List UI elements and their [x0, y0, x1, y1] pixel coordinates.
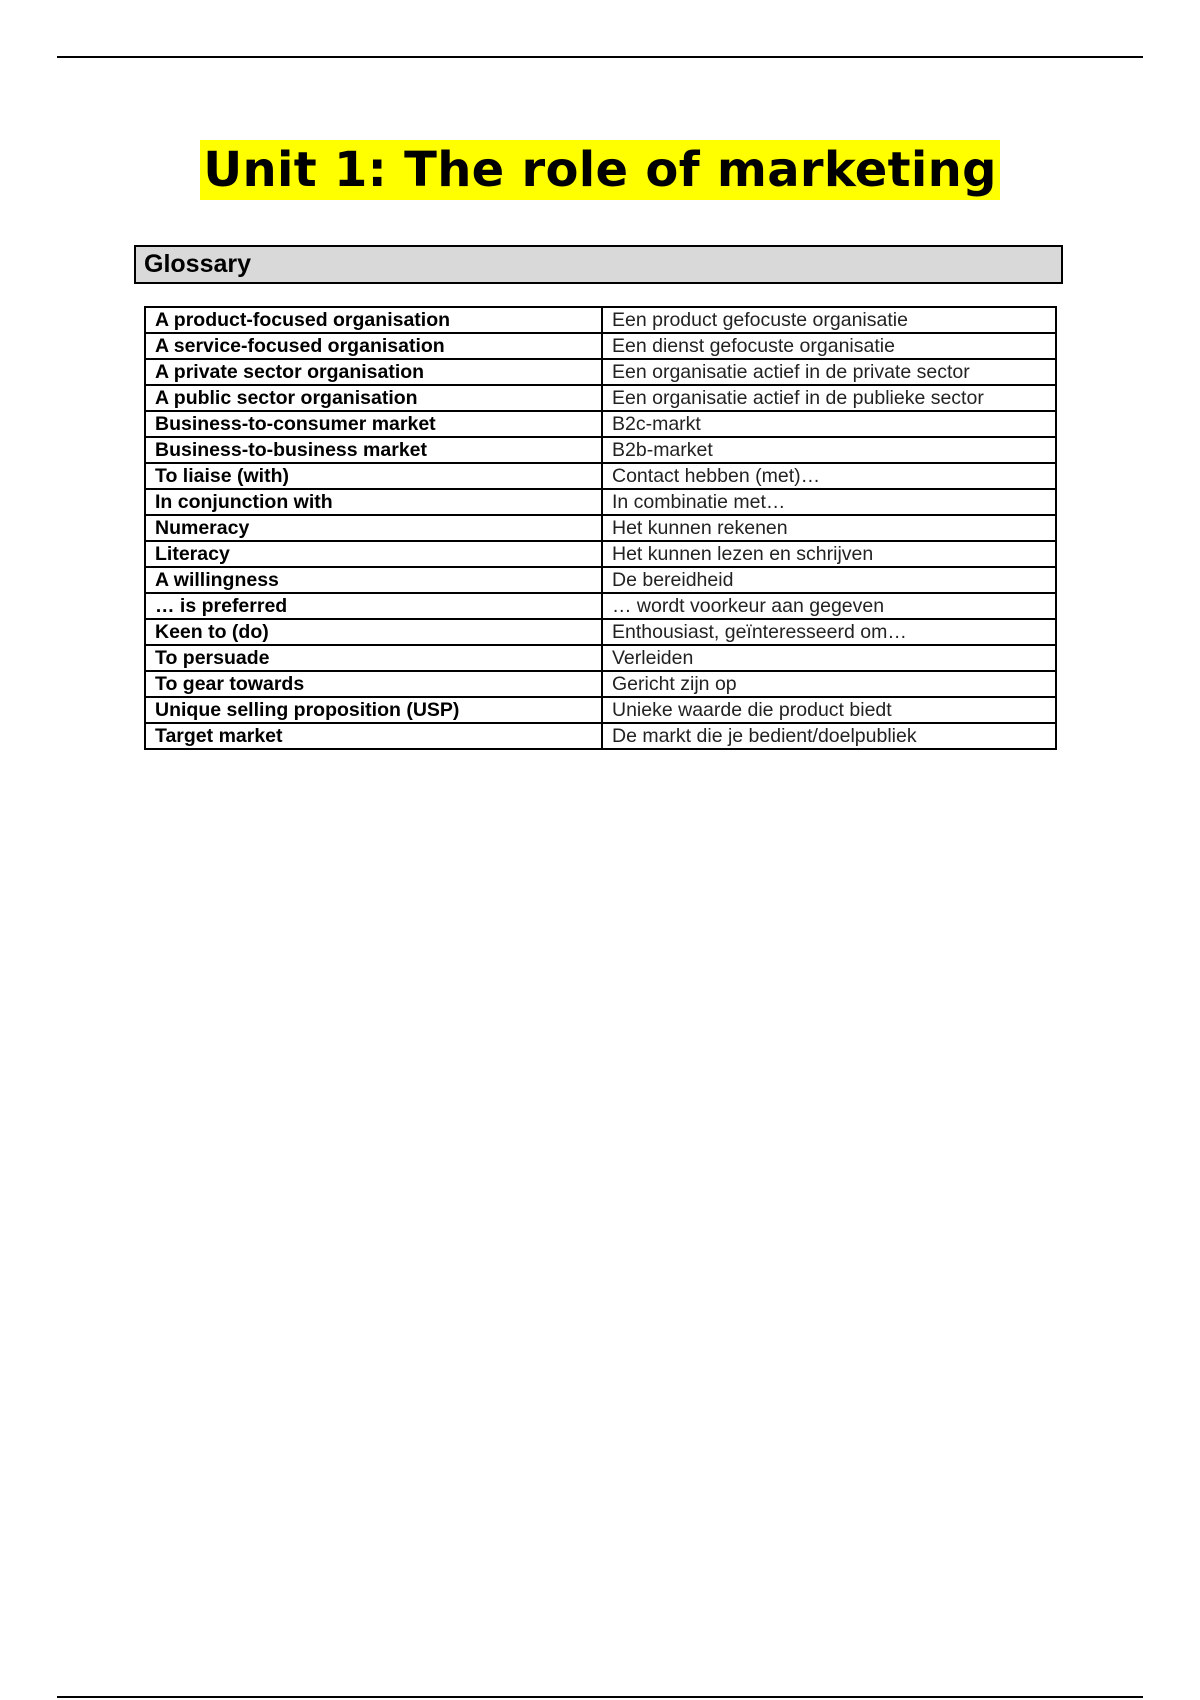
glossary-row	[145, 489, 1056, 515]
glossary-translation: Een organisatie actief in de publieke sector	[602, 385, 1056, 411]
glossary-term: To gear towards	[145, 671, 602, 697]
glossary-row	[145, 515, 1056, 541]
glossary-translation: Contact hebben (met)…	[602, 463, 1056, 489]
glossary-translation: Enthousiast, geïnteresseerd om…	[602, 619, 1056, 645]
glossary-translation: B2c-markt	[602, 411, 1056, 437]
glossary-term: In conjunction with	[145, 489, 602, 515]
glossary-translation: De markt die je bedient/doelpubliek	[602, 723, 1056, 749]
glossary-heading: Glossary	[134, 245, 1063, 284]
title-container	[0, 140, 1200, 200]
glossary-row	[145, 723, 1056, 749]
glossary-row	[145, 359, 1056, 385]
glossary-term: Keen to (do)	[145, 619, 602, 645]
glossary-row	[145, 697, 1056, 723]
glossary-term: A public sector organisation	[145, 385, 602, 411]
glossary-translation: Verleiden	[602, 645, 1056, 671]
glossary-term: Business-to-consumer market	[145, 411, 602, 437]
glossary-row	[145, 619, 1056, 645]
glossary-table-body	[145, 307, 1056, 749]
glossary-row	[145, 645, 1056, 671]
glossary-term: A willingness	[145, 567, 602, 593]
glossary-translation: Een dienst gefocuste organisatie	[602, 333, 1056, 359]
glossary-term: To persuade	[145, 645, 602, 671]
glossary-translation: In combinatie met…	[602, 489, 1056, 515]
glossary-translation: Gericht zijn op	[602, 671, 1056, 697]
glossary-row	[145, 567, 1056, 593]
glossary-term: Target market	[145, 723, 602, 749]
glossary-term: Unique selling proposition (USP)	[145, 697, 602, 723]
glossary-term: Literacy	[145, 541, 602, 567]
glossary-row	[145, 671, 1056, 697]
glossary-row	[145, 333, 1056, 359]
glossary-table	[144, 306, 1057, 750]
glossary-row	[145, 541, 1056, 567]
glossary-term: A service-focused organisation	[145, 333, 602, 359]
page-title: Unit 1: The role of marketing	[200, 140, 1000, 200]
glossary-translation: Het kunnen lezen en schrijven	[602, 541, 1056, 567]
glossary-translation: … wordt voorkeur aan gegeven	[602, 593, 1056, 619]
glossary-term: A private sector organisation	[145, 359, 602, 385]
glossary-term: Numeracy	[145, 515, 602, 541]
top-rule	[57, 56, 1143, 58]
glossary-term: A product-focused organisation	[145, 307, 602, 333]
glossary-row	[145, 411, 1056, 437]
bottom-rule	[57, 1696, 1143, 1698]
glossary-row	[145, 463, 1056, 489]
glossary-row	[145, 593, 1056, 619]
glossary-translation: Unieke waarde die product biedt	[602, 697, 1056, 723]
glossary-translation: Een organisatie actief in de private sector	[602, 359, 1056, 385]
glossary-row	[145, 437, 1056, 463]
glossary-term: … is preferred	[145, 593, 602, 619]
glossary-term: Business-to-business market	[145, 437, 602, 463]
glossary-translation: Het kunnen rekenen	[602, 515, 1056, 541]
glossary-row	[145, 385, 1056, 411]
glossary-term: To liaise (with)	[145, 463, 602, 489]
glossary-translation: Een product gefocuste organisatie	[602, 307, 1056, 333]
glossary-translation: B2b-market	[602, 437, 1056, 463]
glossary-translation: De bereidheid	[602, 567, 1056, 593]
glossary-row	[145, 307, 1056, 333]
